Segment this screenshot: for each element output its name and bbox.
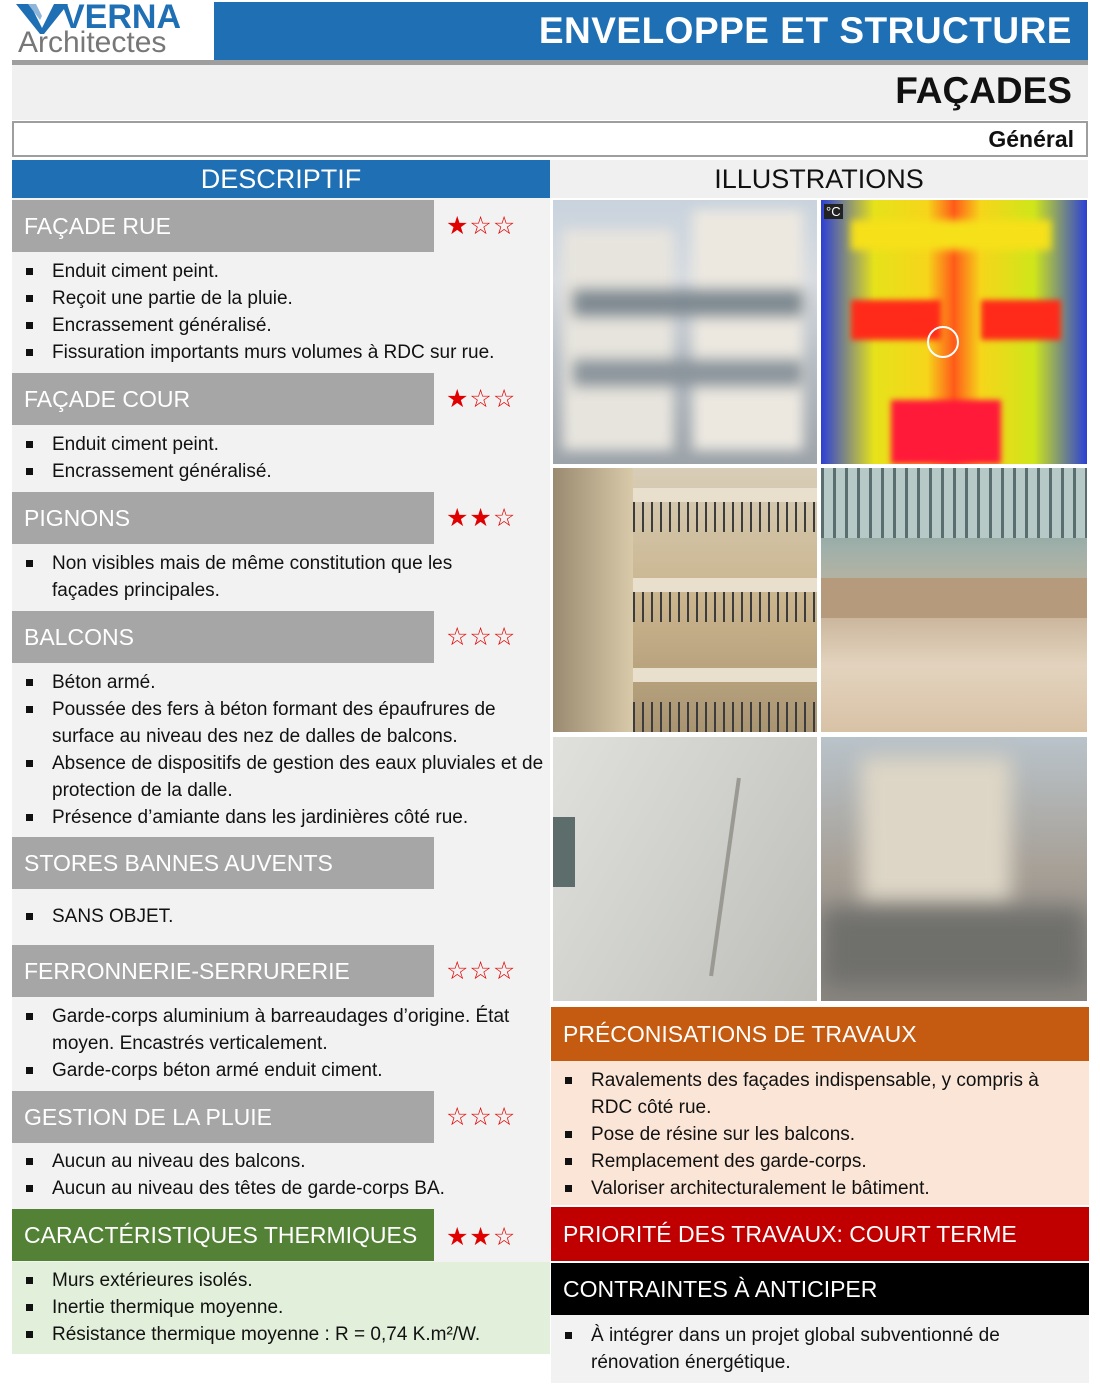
list-item: Enduit ciment peint. [24,431,544,458]
column-header-illustrations: ILLUSTRATIONS [550,160,1088,198]
section-header-stores-bannes: STORES BANNES AUVENTS [12,837,434,889]
recommendations-header: PRÉCONISATIONS DE TRAVAUX [551,1007,1089,1061]
brand-logo [12,2,214,60]
page-subtitle: FAÇADES [12,65,1088,120]
column-header-descriptif: DESCRIPTIF [12,160,550,198]
list-item: Aucun au niveau des têtes de garde-corps BA. [24,1175,544,1202]
section-crumb: Général [12,121,1088,157]
list-item: Poussée des fers à béton formant des épaufrures de surface au niveau des nez de dalles de balcons. [24,696,544,750]
photo-balconies [553,468,817,732]
rating-stars: ★☆☆ [446,385,517,413]
bullet-list [24,431,544,485]
thermal-unit-label: °C [826,204,841,219]
brand-name: VERNA [62,0,182,36]
rating-stars: ☆☆☆ [446,1103,517,1131]
rating-stars: ☆☆☆ [446,957,517,985]
list-item: Inertie thermique moyenne. [24,1294,544,1321]
bullet-list [24,903,544,930]
crosshair-icon [927,326,959,358]
list-item: Valoriser architecturalement le bâtiment. [563,1175,1083,1202]
list-item: Encrassement généralisé. [24,458,544,485]
recommendations-list [563,1067,1083,1202]
section-header-balcons: BALCONS [12,611,434,663]
list-item: Enduit ciment peint. [24,258,544,285]
list-item: SANS OBJET. [24,903,544,930]
list-item: Encrassement généralisé. [24,312,544,339]
list-item: Non visibles mais de même constitution que les façades principales. [24,550,504,604]
bullet-list [24,258,544,366]
photo-thermal-image [821,200,1087,464]
photo-wall-crack [553,737,817,1001]
section-header-pignons: PIGNONS [12,492,434,544]
bullet-list [24,550,504,604]
list-item: Béton armé. [24,669,544,696]
constraints-list [563,1322,1083,1376]
list-item: Présence d’amiante dans les jardinières côté rue. [24,804,544,831]
list-item: Reçoit une partie de la pluie. [24,285,544,312]
list-item: Aucun au niveau des balcons. [24,1148,544,1175]
list-item: Garde-corps béton armé enduit ciment. [24,1057,544,1084]
bullet-list [24,1267,544,1348]
section-header-gestion-pluie: GESTION DE LA PLUIE [12,1091,434,1143]
section-header-thermique: CARACTÉRISTIQUES THERMIQUES [12,1209,434,1261]
photo-aerial-view [821,737,1087,1001]
list-item: Résistance thermique moyenne : R = 0,74 K.m²/W. [24,1321,544,1348]
rating-stars: ★★☆ [446,1223,517,1251]
constraints-header: CONTRAINTES À ANTICIPER [551,1263,1089,1315]
photo-facade-street [553,200,817,464]
list-item: À intégrer dans un projet global subventionné de rénovation énergétique. [563,1322,1083,1376]
rating-stars: ★☆☆ [446,212,517,240]
bullet-list [24,1148,544,1202]
list-item: Remplacement des garde-corps. [563,1148,1083,1175]
rating-stars: ☆☆☆ [446,623,517,651]
priority-banner: PRIORITÉ DES TRAVAUX: COURT TERME [551,1207,1089,1261]
bullet-list [24,1003,544,1084]
list-item: Absence de dispositifs de gestion des eaux pluviales et de protection de la dalle. [24,750,544,804]
section-header-facade-cour: FAÇADE COUR [12,373,434,425]
section-header-facade-rue: FAÇADE RUE [12,200,434,252]
section-header-ferronnerie: FERRONNERIE-SERRURERIE [12,945,434,997]
rating-stars: ★★☆ [446,504,517,532]
list-item: Fissuration importants murs volumes à RDC sur rue. [24,339,544,366]
list-item: Pose de résine sur les balcons. [563,1121,1083,1148]
list-item: Ravalements des façades indispensable, y compris à RDC côté rue. [563,1067,1083,1121]
list-item: Garde-corps aluminium à barreaudages d’origine. État moyen. Encastrés verticalement. [24,1003,544,1057]
brand-subtitle: Architectes [18,26,167,59]
bullet-list [24,669,544,831]
page-title: ENVELOPPE ET STRUCTURE [214,2,1088,60]
photo-balcony-edge-spalling [821,468,1087,732]
list-item: Murs extérieures isolés. [24,1267,544,1294]
